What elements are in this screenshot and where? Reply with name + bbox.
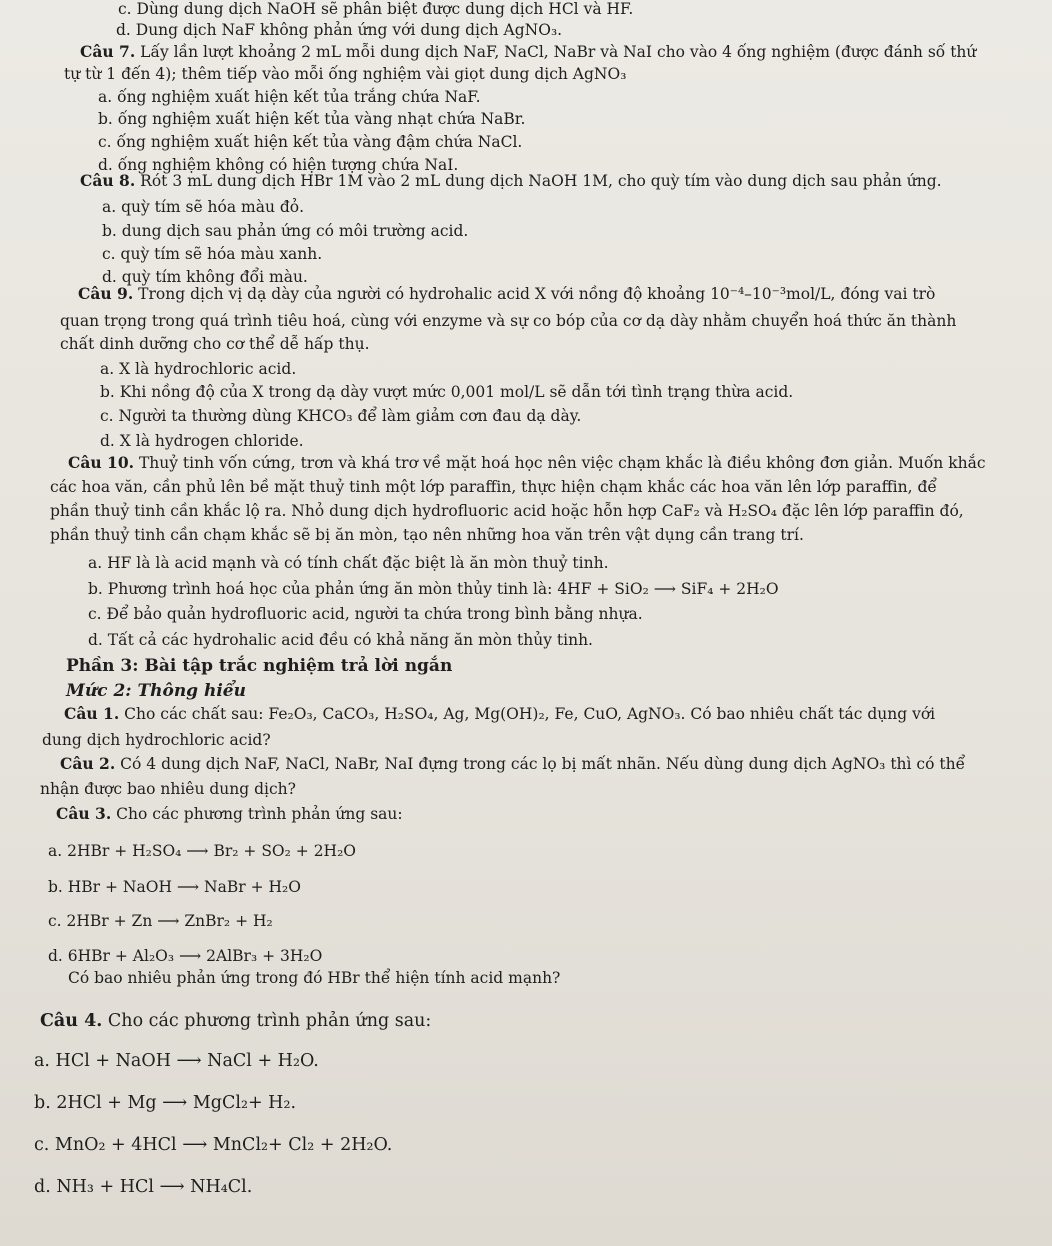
- q9-stem-line2: quan trọng trong quá trình tiêu hoá, cùng với enzyme và sự co bóp của cơ dạ dày nhằm chuyển hoá thức ăn thành: [60, 312, 957, 330]
- q8-stem: Câu 8. Rót 3 mL dung dịch HBr 1M vào 2 mL dung dịch NaOH 1M, cho quỳ tím vào dung dịch sau phản ứng.: [80, 171, 942, 190]
- q10-stem-line2: các hoa văn, cần phủ lên bề mặt thuỷ tinh một lớp paraffin, thực hiện chạm khắc các hoa văn lên lớp paraffin, để: [50, 478, 937, 496]
- p3-q3-eq-b: b. HBr + NaOH ⟶ NaBr + H₂O: [48, 878, 301, 896]
- p3-q1-stem: Câu 1. Cho các chất sau: Fe₂O₃, CaCO₃, H₂SO₄, Ag, Mg(OH)₂, Fe, CuO, AgNO₃. Có bao nhiêu chất tác dụng với: [64, 704, 936, 723]
- q9-stem-line1: Câu 9. Trong dịch vị dạ dày của người có hydrohalic acid X với nồng độ khoảng 10⁻⁴–10⁻³mol/L, đóng vai trò: [78, 284, 936, 303]
- q7-option-d: d. ống nghiệm không có hiện tượng chứa NaI.: [98, 156, 459, 174]
- q9-option-c: c. Người ta thường dùng KHCO₃ để làm giảm cơn đau dạ dày.: [100, 407, 582, 425]
- p3-q3-eq-d: d. 6HBr + Al₂O₃ ⟶ 2AlBr₃ + 3H₂O: [48, 947, 323, 965]
- q9-option-d: d. X là hydrogen chloride.: [100, 432, 304, 450]
- q10-stem-line1: Câu 10. Thuỷ tinh vốn cứng, trơn và khá trơ về mặt hoá học nên việc chạm khắc là điều không đơn giản. Muốn khắc: [68, 453, 986, 472]
- q9-stem-line3: chất dinh dưỡng cho cơ thể dễ hấp thụ.: [60, 335, 370, 353]
- q10-stem-line4: phần thuỷ tinh cần chạm khắc sẽ bị ăn mòn, tạo nên những hoa văn trên vật dụng cần trang trí.: [50, 526, 804, 544]
- q10-option-b: b. Phương trình hoá học của phản ứng ăn mòn thủy tinh là: 4HF + SiO₂ ⟶ SiF₄ + 2H₂O: [88, 580, 779, 598]
- q10-option-c: c. Để bảo quản hydrofluoric acid, người ta chứa trong bình bằng nhựa.: [88, 605, 643, 623]
- q8-option-c: c. quỳ tím sẽ hóa màu xanh.: [102, 245, 323, 263]
- q6-option-d: d. Dung dịch NaF không phản ứng với dung dịch AgNO₃.: [116, 21, 563, 39]
- level-heading: Mức 2: Thông hiểu: [66, 681, 246, 701]
- q10-stem-line3: phần thuỷ tinh cần khắc lộ ra. Nhỏ dung dịch hydrofluoric acid hoặc hỗn hợp CaF₂ và H₂SO₄ đặc lên lớp paraffin đó,: [50, 502, 964, 520]
- q7-stem-line2: tự từ 1 đến 4); thêm tiếp vào mỗi ống nghiệm vài giọt dung dịch AgNO₃: [64, 65, 627, 83]
- q8-option-b: b. dung dịch sau phản ứng có môi trường acid.: [102, 222, 469, 240]
- p3-q4-eq-d: d. NH₃ + HCl ⟶ NH₄Cl.: [34, 1177, 253, 1197]
- q6-option-c: c. Dùng dung dịch NaOH sẽ phân biệt được dung dịch HCl và HF.: [118, 0, 634, 18]
- q7-option-b: b. ống nghiệm xuất hiện kết tủa vàng nhạt chứa NaBr.: [98, 110, 526, 128]
- p3-q2-stem-line2: nhận được bao nhiêu dung dịch?: [40, 780, 296, 798]
- q7-option-a: a. ống nghiệm xuất hiện kết tủa trắng chứa NaF.: [98, 88, 481, 106]
- q8-option-a: a. quỳ tím sẽ hóa màu đỏ.: [102, 198, 305, 216]
- p3-q3-stem: Câu 3. Cho các phương trình phản ứng sau:: [56, 804, 403, 823]
- section-heading: Phần 3: Bài tập trắc nghiệm trả lời ngắn: [66, 656, 453, 676]
- q9-option-b: b. Khi nồng độ của X trong dạ dày vượt mức 0,001 mol/L sẽ dẫn tới tình trạng thừa acid.: [100, 383, 794, 401]
- p3-q4-eq-c: c. MnO₂ + 4HCl ⟶ MnCl₂+ Cl₂ + 2H₂O.: [34, 1135, 393, 1155]
- q9-option-a: a. X là hydrochloric acid.: [100, 360, 297, 378]
- q8-option-d: d. quỳ tím không đổi màu.: [102, 268, 308, 286]
- p3-q2-stem: Câu 2. Có 4 dung dịch NaF, NaCl, NaBr, NaI đựng trong các lọ bị mất nhãn. Nếu dùng dung dịch AgNO₃ thì có thể: [60, 754, 966, 773]
- q7-option-c: c. ống nghiệm xuất hiện kết tủa vàng đậm chứa NaCl.: [98, 133, 523, 151]
- p3-q3-question: Có bao nhiêu phản ứng trong đó HBr thể hiện tính acid mạnh?: [68, 969, 561, 987]
- p3-q3-eq-c: c. 2HBr + Zn ⟶ ZnBr₂ + H₂: [48, 912, 273, 930]
- p3-q4-eq-a: a. HCl + NaOH ⟶ NaCl + H₂O.: [34, 1051, 319, 1071]
- p3-q1-stem-line2: dung dịch hydrochloric acid?: [42, 731, 271, 749]
- q7-stem-line1: Câu 7. Lấy lần lượt khoảng 2 mL mỗi dung dịch NaF, NaCl, NaBr và NaI cho vào 4 ống nghiệm (được đánh số thứ: [80, 42, 977, 61]
- q10-option-d: d. Tất cả các hydrohalic acid đều có khả năng ăn mòn thủy tinh.: [88, 631, 593, 649]
- q10-option-a: a. HF là là acid mạnh và có tính chất đặc biệt là ăn mòn thuỷ tinh.: [88, 554, 609, 572]
- p3-q4-eq-b: b. 2HCl + Mg ⟶ MgCl₂+ H₂.: [34, 1093, 297, 1113]
- p3-q4-stem: Câu 4. Cho các phương trình phản ứng sau:: [40, 1011, 432, 1031]
- p3-q3-eq-a: a. 2HBr + H₂SO₄ ⟶ Br₂ + SO₂ + 2H₂O: [48, 842, 356, 860]
